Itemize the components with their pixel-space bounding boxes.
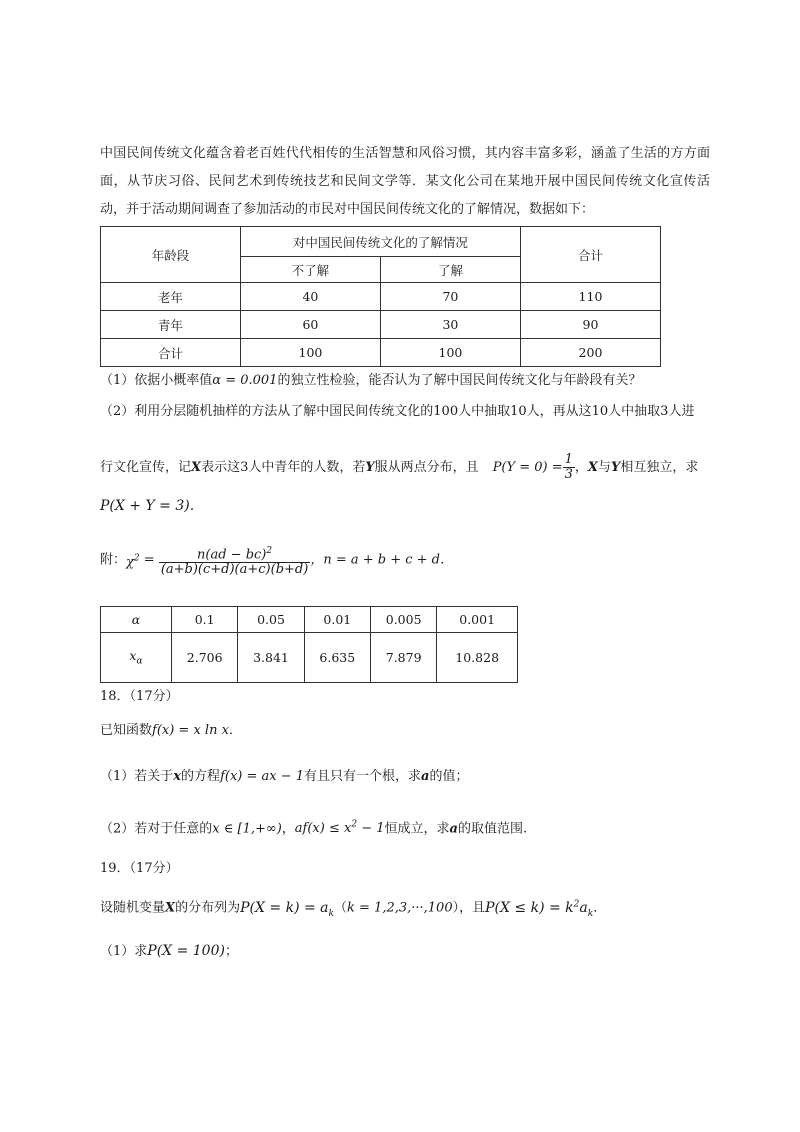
q17-part2-line2: 行文化宣传，记X表示这3人中青年的人数，若Y服从两点分布，且 P(Y = 0) = $\frac{1}{3}$ ，X与Y相互独立，求 — [100, 452, 699, 482]
header-total: 合计 — [520, 227, 660, 283]
function-definition: f(x) = x ln x — [152, 723, 229, 738]
cell-known: 100 — [380, 339, 520, 367]
header-age: 年龄段 — [101, 227, 241, 283]
critical-value: 2.706 — [172, 633, 238, 683]
header-understanding: 对中国民间传统文化的了解情况 — [240, 227, 520, 257]
critical-value: 6.635 — [304, 633, 370, 683]
row-label: 老年 — [101, 283, 241, 311]
fraction-one-third: $\frac{1}{3}$ — [564, 452, 573, 482]
probability-expression: P(Y = 0) = — [492, 460, 563, 475]
alpha-value: 0.01 — [304, 607, 370, 633]
q19-distribution: 设随机变量X的分布列为$P(X = k) = a_k(k = 1,2,3,\cdot\cdot\cdot,100)$，且$P(X \le k) = k^2a_k$． — [100, 899, 607, 919]
q18-part1: （1）若关于x的方程f(x) = ax − 1有且只有一个根，求a的值； — [100, 769, 469, 784]
critical-value: 10.828 — [437, 633, 518, 683]
cell-total: 200 — [520, 339, 660, 367]
row-label: 青年 — [101, 311, 241, 339]
cell-unknown: 100 — [240, 339, 380, 367]
critical-value: 7.879 — [370, 633, 436, 683]
chi-square-fraction: $\frac{n(ad - bc)^2}{(a+b)(c+d)(a+c)(b+d)}$ — [160, 546, 309, 578]
cell-unknown: 40 — [240, 283, 380, 311]
cell-total: 110 — [520, 283, 660, 311]
intro-paragraph: 中国民间传统文化蕴含着老百姓代代相传的生活智慧和风俗习惯，其内容丰富多彩，涵盖了生活的方方面面，从节庆习俗、民间艺术到传统技艺和民间文学等．某文化公司在某地开展中国民间传统文化宣传活动，并于活动期间调查了参加活动的市民对中国民间传统文化的了解情况，数据如下： — [100, 146, 710, 217]
q19-header: 19．（17分） — [100, 861, 179, 876]
survey-table — [100, 226, 661, 367]
alpha-value: 0.05 — [238, 607, 304, 633]
cell-unknown: 60 — [240, 311, 380, 339]
alpha-value: 0.005 — [370, 607, 436, 633]
q17-part2-line1: （2）利用分层随机抽样的方法从了解中国民间传统文化的100人中抽取10人，再从这10人中抽取3人进 — [100, 404, 695, 419]
alpha-expression: α = 0.001 — [212, 373, 278, 388]
q18-header: 18．（17分） — [100, 689, 179, 704]
appendix-formula: 附：$\chi^2$ = $\frac{n(ad - bc)^2}{(a+b)(c+d)(a+c)(b+d)}$ ，n = a + b + c + d． — [100, 546, 453, 578]
alpha-value: 0.001 — [437, 607, 518, 633]
table-row — [101, 339, 661, 367]
table-row — [101, 283, 661, 311]
table-row — [101, 607, 518, 633]
q18-given: 已知函数f(x) = x ln x． — [100, 723, 242, 738]
row-label: 合计 — [101, 339, 241, 367]
header-known: 了解 — [380, 257, 520, 283]
critical-value: 3.841 — [238, 633, 304, 683]
alpha-label: α — [101, 607, 172, 633]
table-row — [101, 311, 661, 339]
table-row — [101, 633, 518, 683]
q19-part1: （1）求P(X = 100)； — [100, 943, 238, 959]
equation: f(x) = ax − 1 — [220, 769, 305, 784]
q18-part2: （2）若对于任意的x ∈ [1,+∞)，$af(x) \le x^2 - 1$恒成立，求a的取值范围. — [100, 820, 528, 837]
header-unknown: 不了解 — [240, 257, 380, 283]
cell-known: 30 — [380, 311, 520, 339]
cell-known: 70 — [380, 283, 520, 311]
q17-part1: （1）依据小概率值α = 0.001的独立性检验，能否认为了解中国民间传统文化与年龄段有关？ — [100, 373, 642, 388]
alpha-value: 0.1 — [172, 607, 238, 633]
critical-value-table — [100, 606, 518, 683]
q17-part2-line3: P(X + Y = 3). — [100, 498, 195, 514]
critical-label: $x_\alpha$ — [101, 633, 172, 683]
inequality: $af(x) \le x^2 - 1$ — [294, 820, 385, 837]
cell-total: 90 — [520, 311, 660, 339]
